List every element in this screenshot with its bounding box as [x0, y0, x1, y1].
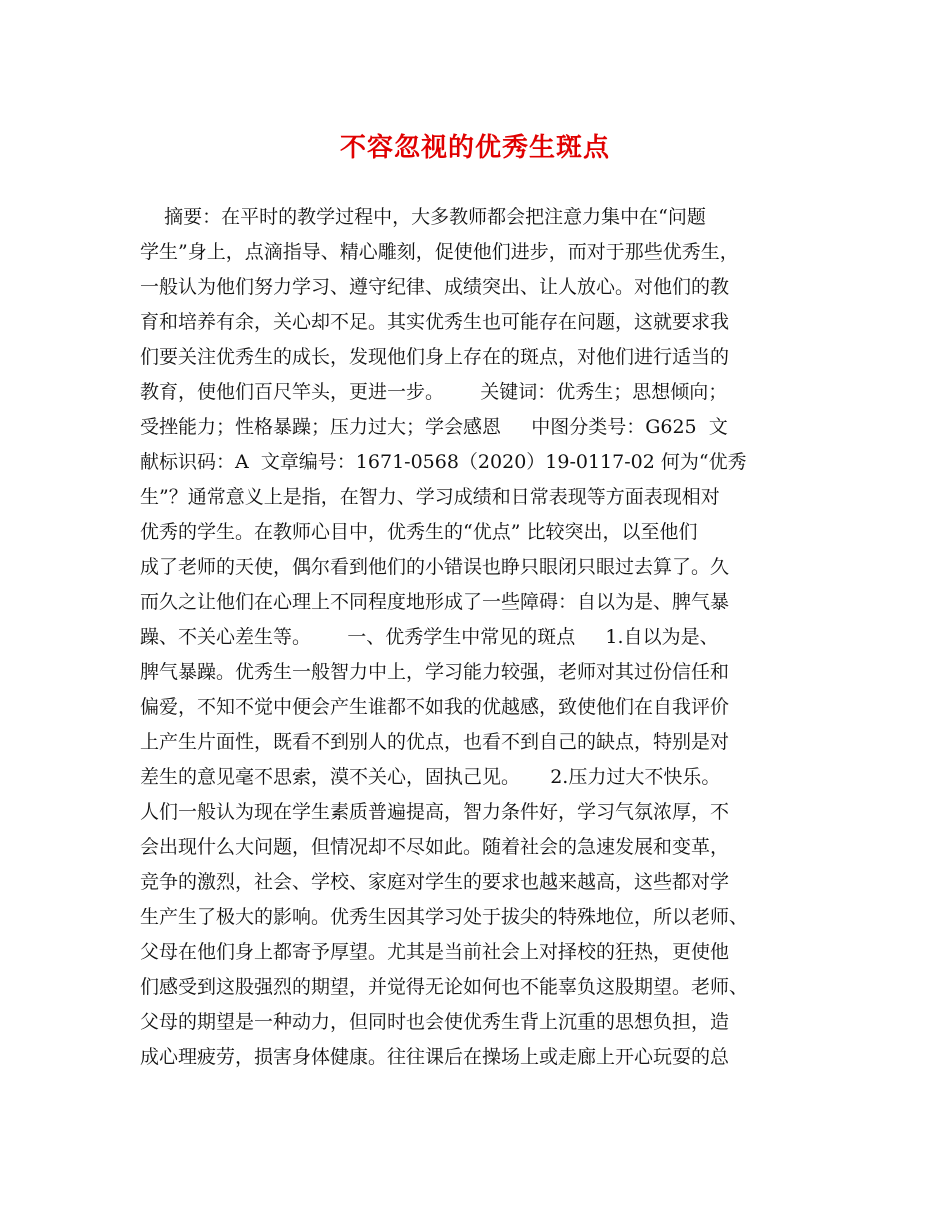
body-text-line: 差生的意见毫不思索，漠不关心，固执己见。 2.压力过大不快乐。 — [140, 766, 721, 788]
body-text-line: 们感受到这股强烈的期望，并觉得无论如何也不能辜负这股期望。老师、 — [140, 976, 749, 998]
document-title: 不容忽视的优秀生斑点 — [339, 133, 610, 163]
body-text-line: 躁、不关心差生等。 一、优秀学生中常见的斑点 1.自以为是、 — [140, 626, 719, 648]
body-text-line: 人们一般认为现在学生素质普遍提高，智力条件好，学习气氛浓厚，不 — [140, 801, 730, 823]
body-text-line: 育和培养有余，关心却不足。其实优秀生也可能存在问题，这就要求我 — [140, 311, 730, 333]
body-text-line: 竞争的激烈，社会、学校、家庭对学生的要求也越来越高，这些都对学 — [140, 871, 730, 893]
body-text-line: 父母的期望是一种动力，但同时也会使优秀生背上沉重的思想负担，造 — [140, 1011, 730, 1033]
body-text-line: 献标识码：A 文章编号：1671-0568（2020）19-0117-02 何为“优秀 — [140, 451, 747, 473]
document-body — [140, 200, 820, 1120]
body-text-line: 学生”身上，点滴指导、精心雕刻，促使他们进步，而对于那些优秀生， — [140, 241, 739, 263]
body-text-line: 优秀的学生。在教师心目中，优秀生的“优点” 比较突出，以至他们 — [140, 521, 698, 543]
body-text-line: 上产生片面性，既看不到别人的优点，也看不到自己的缺点，特别是对 — [140, 731, 730, 753]
body-text-line: 成心理疲劳，损害身体健康。往往课后在操场上或走廊上开心玩耍的总 — [140, 1046, 730, 1068]
body-text-line: 成了老师的天使，偶尔看到他们的小错误也睁只眼闭只眼过去算了。久 — [140, 556, 730, 578]
body-text-line: 父母在他们身上都寄予厚望。尤其是当前社会上对择校的狂热，更使他 — [140, 941, 730, 963]
body-text-line: 摘要：在平时的教学过程中，大多教师都会把注意力集中在“问题 — [140, 206, 706, 228]
body-text-line: 教育，使他们百尺竿头，更进一步。 关键词：优秀生；思想倾向； — [140, 381, 728, 403]
body-text-line: 生产生了极大的影响。优秀生因其学习处于拔尖的特殊地位，所以老师、 — [140, 906, 749, 928]
body-text-line: 们要关注优秀生的成长，发现他们身上存在的斑点，对他们进行适当的 — [140, 346, 730, 368]
body-text-line: 而久之让他们在心理上不同程度地形成了一些障碍：自以为是、脾气暴 — [140, 591, 730, 613]
body-text-line: 一般认为他们努力学习、遵守纪律、成绩突出、让人放心。对他们的教 — [140, 276, 730, 298]
body-text-line: 生”？通常意义上是指，在智力、学习成绩和日常表现等方面表现相对 — [140, 486, 720, 508]
body-text-line: 偏爱，不知不觉中便会产生谁都不如我的优越感，致使他们在自我评价 — [140, 696, 730, 718]
body-text-line: 会出现什么大问题，但情况却不尽如此。随着社会的急速发展和变革， — [140, 836, 730, 858]
body-text-line: 受挫能力；性格暴躁；压力过大；学会感恩 中图分类号：G625 文 — [140, 416, 728, 438]
body-text-line: 脾气暴躁。优秀生一般智力中上，学习能力较强，老师对其过份信任和 — [140, 661, 730, 683]
